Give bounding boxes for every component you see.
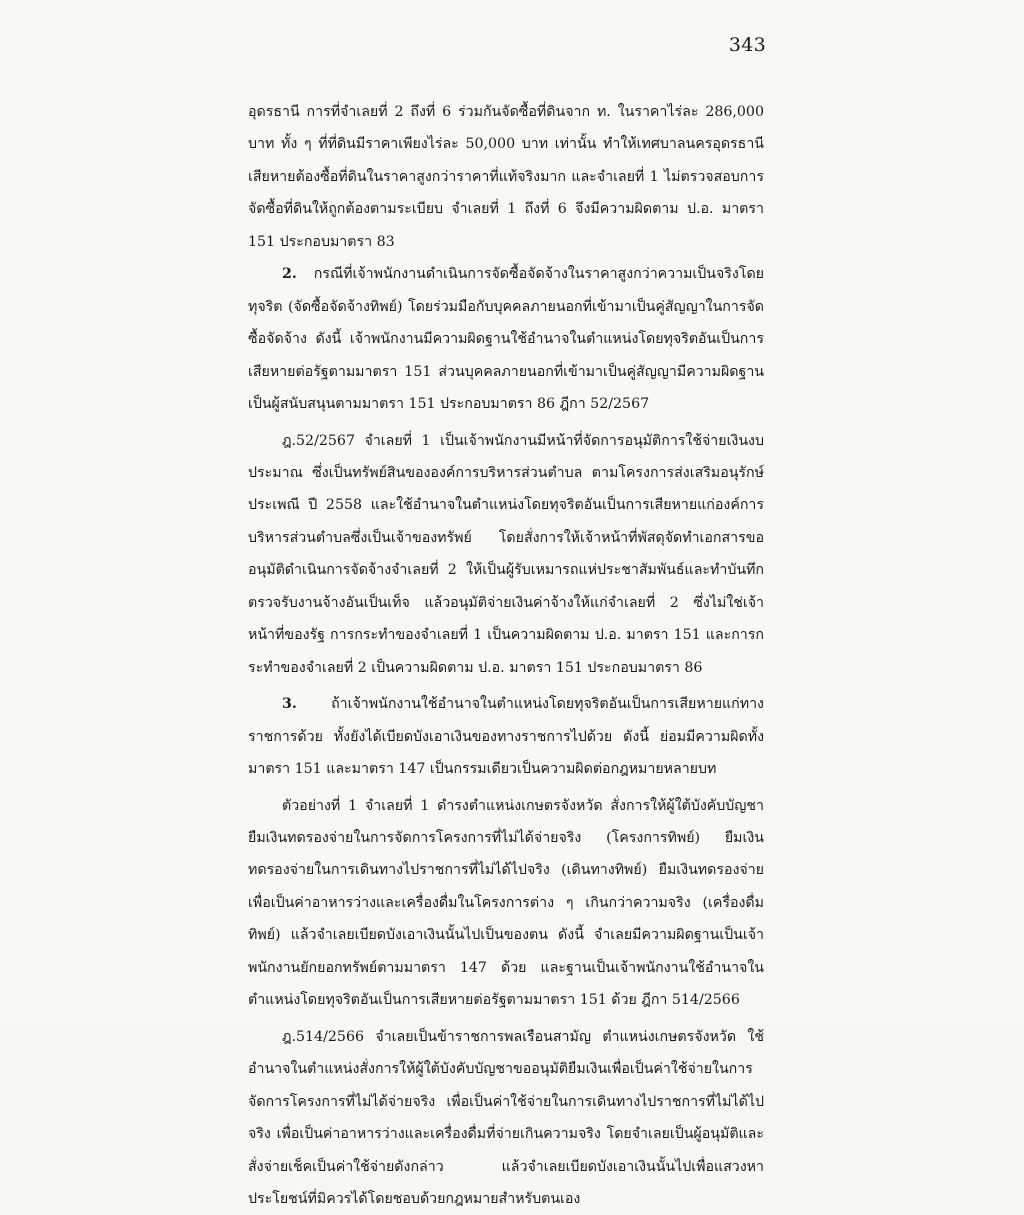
paragraph-point-3	[248, 688, 764, 785]
point-number: 3.	[282, 696, 297, 713]
paragraph-point-2	[248, 258, 764, 420]
point-number: 2.	[282, 266, 297, 283]
paragraph-example-1: ตัวอย่างที่ 1 จำเลยที่ 1 ดำรงตำแหน่งเกษตรจังหวัด สั่งการให้ผู้ใต้บังคับบัญชายืมเงินทดรองจ่ายในการจัดการโครงการที่ไม่ได้จ่ายจริง (โครงการทิพย์) ยืมเงินทดรองจ่ายในการเดินทางไปราชการที่ไม่ได้ไปจริง (เดินทางทิพย์) ยืมเงินทดรองจ่ายเพื่อเป็นค่าอาหารว่างและเครื่องดื่มในโครงการต่าง ๆ เกินกว่าความจริง (เครื่องดื่มทิพย์) แล้วจำเลยเบียดบังเอาเงินนั้นไปเป็นของตน ดังนี้ จำเลยมีความผิดฐานเป็นเจ้าพนักงานยักยอกทรัพย์ตามมาตรา 147 ด้วย และฐานเป็นเจ้าพนักงานใช้อำนาจในตำแหน่งโดยทุจริตอันเป็นการเสียหายต่อรัฐตามมาตรา 151 ด้วย ฎีกา 514/2566	[248, 797, 764, 1009]
paragraph-text: กรณีที่เจ้าพนักงานดำเนินการจัดซื้อจัดจ้างในราคาสูงกว่าความเป็นจริงโดยทุจริต (จัดซื้อจัดจ้างทิพย์) โดยร่วมมือกับบุคคลภายนอกที่เข้ามาเป็นคู่สัญญาในการจัดซื้อจัดจ้าง ดังนี้ เจ้าพนักงานมีความผิดฐานใช้อำนาจในตำแหน่งโดยทุจริตอันเป็นการเสียหายต่อรัฐตามมาตรา 151 ส่วนบุคคลภายนอกที่เข้ามาเป็นคู่สัญญามีความผิดฐานเป็นผู้สนับสนุนตามมาตรา 151 ประกอบมาตรา 86 ฎีกา 52/2567	[248, 266, 764, 413]
paragraph-case-52-2567: ฎ.52/2567 จำเลยที่ 1 เป็นเจ้าพนักงานมีหน้าที่จัดการอนุมัติการใช้จ่ายเงินงบประมาณ ซึ่งเป็นทรัพย์สินขององค์การบริหารส่วนตำบล ตามโครงการส่งเสริมอนุรักษ์ประเพณี ปี 2558 และใช้อำนาจในตำแหน่งโดยทุจริตอันเป็นการเสียหายแก่องค์การบริหารส่วนตำบลซึ่งเป็นเจ้าของทรัพย์ โดยสั่งการให้เจ้าหน้าที่พัสดุจัดทำเอกสารขออนุมัติดำเนินการจัดจ้างจำเลยที่ 2 ให้เป็นผู้รับเหมารถแห่ประชาสัมพันธ์และทำบันทึกตรวจรับงานจ้างอันเป็นเท็จ แล้วอนุมัติจ่ายเงินค่าจ้างให้แก่จำเลยที่ 2 ซึ่งไม่ใช่เจ้าหน้าที่ของรัฐ การกระทำของจำเลยที่ 1 เป็นความผิดตาม ป.อ. มาตรา 151 และการกระทำของจำเลยที่ 2 เป็นความผิดตาม ป.อ. มาตรา 151 ประกอบมาตรา 86	[248, 432, 764, 676]
paragraph-text: ถ้าเจ้าพนักงานใช้อำนาจในตำแหน่งโดยทุจริตอันเป็นการเสียหายแก่ทางราชการด้วย ทั้งยังได้เบียดบังเอาเงินของทางราชการไปด้วย ดังนี้ ย่อมมีความผิดทั้งมาตรา 151 และมาตรา 147 เป็นกรรมเดียวเป็นความผิดต่อกฎหมายหลายบท	[248, 696, 764, 778]
page-number: 343	[728, 34, 766, 56]
paragraph-continuation: อุดรธานี การที่จำเลยที่ 2 ถึงที่ 6 ร่วมกันจัดซื้อที่ดินจาก ท. ในราคาไร่ละ 286,000 บาท ทั้ง ๆ ที่ที่ดินมีราคาเพียงไร่ละ 50,000 บาท เท่านั้น ทำให้เทศบาลนครอุดรธานีเสียหายต้องซื้อที่ดินในราคาสูงกว่าราคาที่แท้จริงมาก และจำเลยที่ 1 ไม่ตรวจสอบการจัดซื้อที่ดินให้ถูกต้องตามระเบียบ จำเลยที่ 1 ถึงที่ 6 จึงมีความผิดตาม ป.อ. มาตรา 151 ประกอบมาตรา 83	[248, 104, 764, 250]
body-text	[248, 96, 764, 1215]
paragraph-case-514-2566: ฎ.514/2566 จำเลยเป็นข้าราชการพลเรือนสามัญ ตำแหน่งเกษตรจังหวัด ใช้อำนาจในตำแหน่งสั่งการให้ผู้ใต้บังคับบัญชาขออนุมัติยืมเงินเพื่อเป็นค่าใช้จ่ายในการจัดการโครงการที่ไม่ได้จ่ายจริง เพื่อเป็นค่าใช้จ่ายในการเดินทางไปราชการที่ไม่ได้ไปจริง เพื่อเป็นค่าอาหารว่างและเครื่องดื่มที่จ่ายเกินความจริง โดยจำเลยเป็นผู้อนุมัติและสั่งจ่ายเช็คเป็นค่าใช้จ่ายดังกล่าว แล้วจำเลยเบียดบังเอาเงินนั้นไปเพื่อแสวงหาประโยชน์ที่มิควรได้โดยชอบด้วยกฎหมายสำหรับตนเอง	[248, 1028, 764, 1207]
